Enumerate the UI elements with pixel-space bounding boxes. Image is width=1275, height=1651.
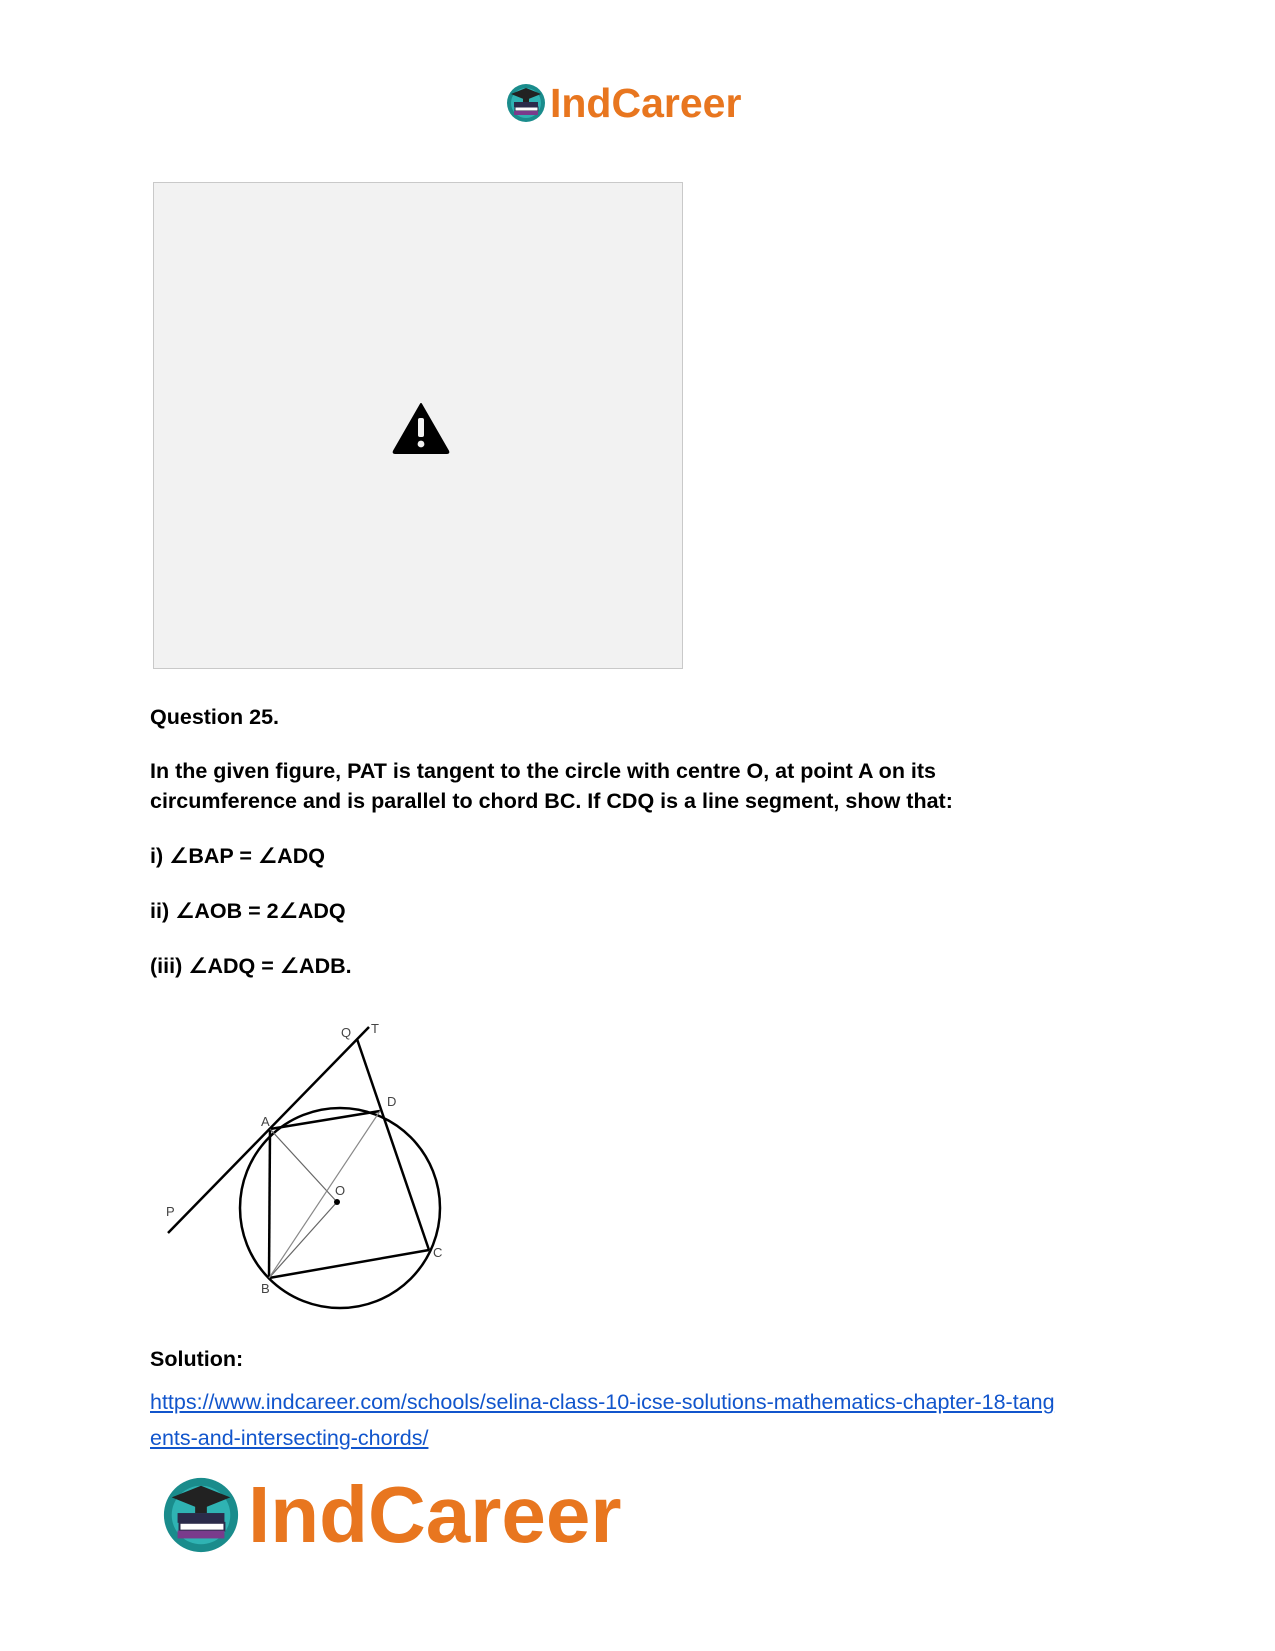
label-q: Q <box>341 1025 352 1040</box>
brand-name: IndCareer <box>550 79 742 126</box>
chord-ab <box>269 1129 270 1278</box>
label-t: T <box>371 1021 379 1036</box>
segment-bd <box>269 1111 380 1278</box>
chord-bc <box>269 1250 429 1278</box>
broken-image-placeholder <box>153 182 683 669</box>
centre-point <box>334 1199 340 1205</box>
question-body-line: In the given figure, PAT is tangent to the circle with centre O, at point A on its <box>150 759 937 783</box>
label-o: O <box>335 1183 346 1198</box>
graduation-books-icon <box>505 82 547 124</box>
header-logo[interactable] <box>505 80 741 126</box>
label-d: D <box>387 1094 397 1109</box>
tangent-circle-figure <box>155 1018 455 1318</box>
question-part-iii: (iii) ∠ADQ = ∠ADB. <box>150 954 352 978</box>
brand-name: IndCareer <box>248 1470 622 1559</box>
solution-link[interactable] <box>150 1384 1055 1456</box>
label-a: A <box>261 1114 270 1129</box>
label-p: P <box>166 1204 175 1219</box>
graduation-books-icon <box>160 1474 242 1556</box>
warning-icon <box>392 402 450 454</box>
label-c: C <box>433 1245 443 1260</box>
solution-link-line[interactable]: https://www.indcareer.com/schools/selina-class-10-icse-solutions-mathematics-chapter-18-tang <box>150 1390 1055 1414</box>
question-title: Question 25. <box>150 705 280 729</box>
label-b: B <box>261 1281 270 1296</box>
question-body-line: circumference and is parallel to chord BC. If CDQ is a line segment, show that: <box>150 789 953 813</box>
segment-bo <box>269 1202 337 1278</box>
footer-logo[interactable] <box>160 1472 621 1558</box>
question-body <box>150 756 953 816</box>
question-part-ii: ii) ∠AOB = 2∠ADQ <box>150 899 346 923</box>
question-part-i: i) ∠BAP = ∠ADQ <box>150 844 325 868</box>
solution-link-line[interactable]: ents-and-intersecting-chords/ <box>150 1426 429 1450</box>
solution-title: Solution: <box>150 1347 244 1371</box>
chord-ad <box>270 1111 380 1129</box>
